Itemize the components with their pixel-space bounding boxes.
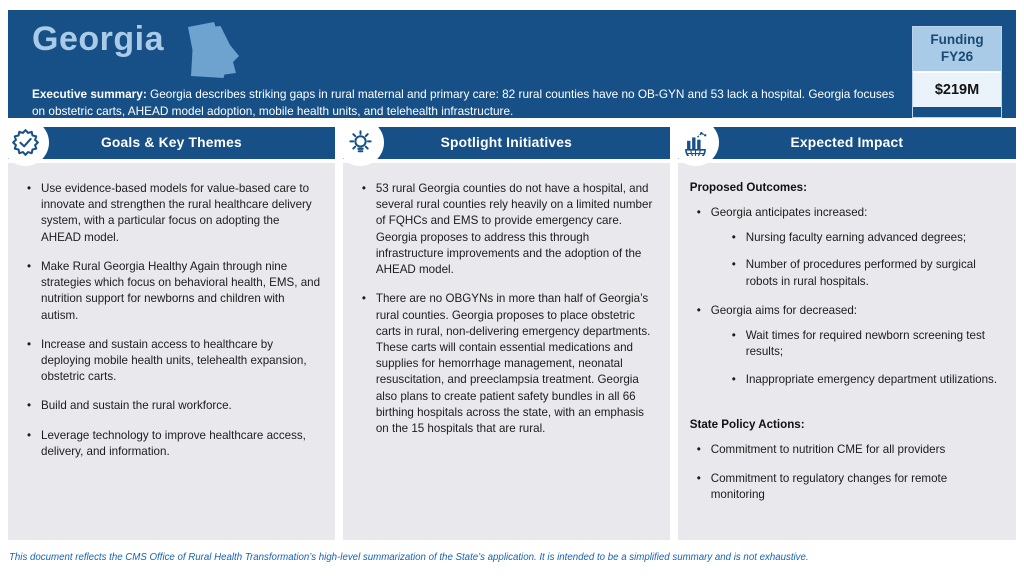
impact-subitem: • Inappropriate emergency department utilizations. [732, 372, 1003, 388]
impact-subitem: • Nursing faculty earning advanced degrees; [732, 230, 1003, 246]
goals-header-bar [8, 127, 335, 159]
georgia-state-icon [178, 20, 242, 78]
footer [9, 552, 1016, 563]
executive-summary [32, 86, 902, 120]
title-row [32, 18, 912, 78]
impact-section-list [690, 205, 1003, 388]
goals-bullet: • Increase and sustain access to healthcare by deploying mobile health units, telehealth expansion, obstetric carts. [27, 337, 322, 386]
goals-body [8, 163, 335, 540]
spotlight-bullet: • 53 rural Georgia counties do not have a hospital, and several rural counties rely heavily on a limited number of FQHCs and EMS to provide emergency care. Georgia proposes to address this through infrastructure improvements and the adoption of the AHEAD model. [362, 181, 657, 278]
impact-header-bar [678, 127, 1016, 159]
goals-bullet: • Use evidence-based models for value-based care to innovate and strengthen the rural healthcare delivery system, with a particular focus on adopting the AHEAD model. [27, 181, 322, 246]
impact-subitem-list [711, 230, 1003, 290]
impact-subitem: • Number of procedures performed by surgical robots in rural hospitals. [732, 257, 1003, 289]
header-left [32, 18, 912, 118]
funding-label-line2: FY26 [940, 48, 974, 64]
impact-subitem-list [711, 328, 1003, 388]
impact-item: • Georgia aims for decreased: • Wait times for required newborn screening test results; • Inappropriate emergency department utilizations. [697, 303, 1003, 388]
impact-item: • Commitment to nutrition CME for all providers [697, 442, 1003, 458]
goals-title: Goals & Key Themes [101, 135, 242, 150]
goals-bullet: • Leverage technology to improve healthcare access, delivery, and information. [27, 428, 322, 460]
impact-column [678, 127, 1016, 540]
spotlight-bullet: • There are no OBGYNs in more than half of Georgia’s rural counties. Georgia proposes to place obstetric carts in rural, non-delivering emergency departments. These carts will contain essential medications and supplies for hemorrhage management, neonatal resuscitation, and preeclampsia treatment. Georgia also plans to create patient safety bundles in all 66 birthing hospitals across the state, with an emphasis on the 15 hospitals that are rural. [362, 291, 657, 437]
spotlight-title: Spotlight Initiatives [440, 135, 573, 150]
funding-label [913, 27, 1001, 71]
footer-disclaimer: This document reflects the CMS Office of Rural Health Transformation’s high-level summarization of the State’s application. It is intended to be a simplified summary and is not exhaustive. [9, 552, 809, 563]
impact-section-list [690, 442, 1003, 504]
chart-globe-icon [672, 119, 719, 166]
goals-bullet: • Build and sustain the rural workforce. [27, 398, 322, 414]
spotlight-header-bar [343, 127, 670, 159]
impact-section-heading: State Policy Actions: [689, 417, 805, 431]
header-band [8, 10, 1016, 118]
goals-bullet: • Make Rural Georgia Healthy Again through nine strategies which focus on behavioral health, EMS, and nutrition support for newborns and children with autism. [27, 259, 322, 324]
goals-column [8, 127, 335, 540]
impact-body [678, 163, 1016, 540]
goals-list [20, 181, 322, 460]
columns [8, 127, 1016, 540]
page-title: Georgia [32, 20, 164, 58]
funding-box [912, 26, 1002, 118]
executive-summary-label: Executive summary: [32, 87, 147, 101]
funding-amount: $219M [913, 71, 1001, 107]
executive-summary-text: Georgia describes striking gaps in rural maternal and primary care: 82 rural counties have no OB-GYN and 53 lack a hospital. Georgia focuses on obstetric carts, AHEAD model adoption, mobile health units, and telehealth infrastructure. [32, 87, 895, 118]
spotlight-column [343, 127, 670, 540]
funding-label-line1: Funding [930, 32, 984, 47]
impact-subitem: • Wait times for required newborn screening test results; [732, 328, 1003, 360]
impact-item: • Commitment to regulatory changes for remote monitoring [697, 471, 1003, 503]
impact-item: • Georgia anticipates increased: • Nursing faculty earning advanced degrees; • Number of procedures performed by surgical robots in rural hospitals. [697, 205, 1003, 290]
spotlight-list [355, 181, 657, 437]
spotlight-body [343, 163, 670, 540]
badge-check-icon [2, 119, 49, 166]
lightbulb-icon [337, 119, 384, 166]
impact-title: Expected Impact [790, 135, 904, 150]
impact-section-heading: Proposed Outcomes: [689, 181, 807, 194]
